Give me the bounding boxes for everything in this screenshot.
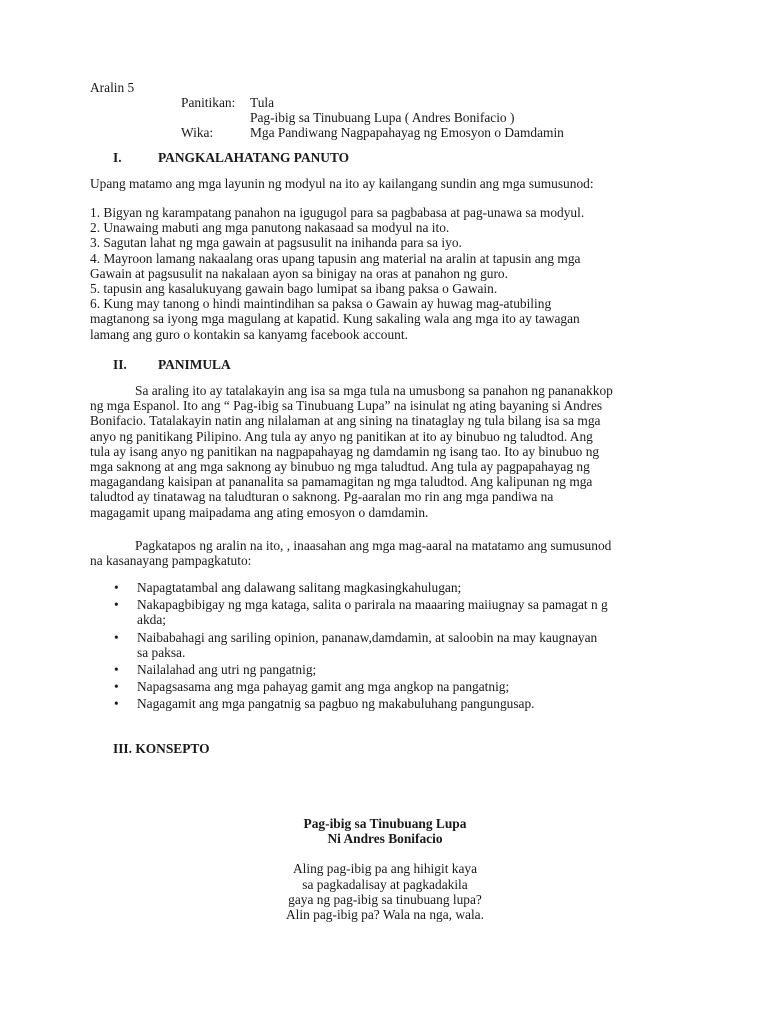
list-item: • Naibabahagi ang sariling opinion, pananaw,damdamin, at saloobin na may kaugnayan sa paksa. <box>114 629 598 660</box>
poem-line: Aling pag-ibig pa ang hihigit kaya <box>292 861 478 877</box>
paragraph-line: na kasanayang pampagkatuto: <box>90 553 252 569</box>
instructions-list <box>90 205 680 342</box>
section1-intro: Upang matamo ang mga layunin ng modyul na ito ay kailangang sundin ang mga sumusunod: <box>90 176 594 191</box>
poem-title: Pag-ibig sa Tinubuang Lupa <box>303 816 467 831</box>
bullet-icon: • <box>114 580 119 595</box>
paragraph-line: ng mga Espanol. Ito ang “ Pag-ibig sa Tinubuang Lupa” na isinulat ng ating bayaning si Andres <box>90 398 603 414</box>
instruction-line: lamang ang guro o kontakin sa kanyamg facebook account. <box>90 326 408 342</box>
paragraph-line: magagandang kaisipan at pananalita sa pamamagitan ng mga taludtod. Ang kalipunan ng mga <box>90 474 593 490</box>
bullet-icon: • <box>114 662 119 678</box>
paragraph-line: Pagkatapos ng aralin na ito, , inaasahan ang mga mag-aaral na matatamo ang sumusunod <box>135 538 612 553</box>
list-item: • Nagagamit ang mga pangatnig sa pagbuo ng makabuluhang pangungusap. <box>114 696 535 712</box>
objectives-intro-paragraph <box>90 538 680 568</box>
poem-line: sa pagkadalisay at pagkadakila <box>302 876 468 892</box>
panitikan-title: Pag-ibig sa Tinubuang Lupa ( Andres Bonifacio ) <box>250 110 515 125</box>
paragraph-line: tula ay isang anyo ng panitikan na nagpapahayag ng damdamin ng isang tao. Ito ay binubuo ng <box>90 443 600 459</box>
poem-author: Ni Andres Bonifacio <box>327 831 443 847</box>
bullet-icon: • <box>114 696 119 712</box>
instruction-line: 1. Bigyan ng karampatang panahon na igugugol para sa pagbabasa at pag-unawa sa modyul. <box>90 205 585 220</box>
section2-number: II. <box>113 357 127 372</box>
paragraph-line: magagamit upang maipadama ang ating emosyon o damdamin. <box>90 504 429 520</box>
poem-line: gaya ng pag-ibig sa tinubuang lupa? <box>288 891 482 907</box>
instruction-line: 5. tapusin ang kasalukuyang gawain bago lumipat sa ibang paksa o Gawain. <box>90 281 498 297</box>
list-item: • Nailalahad ang utri ng pangatnig; <box>114 662 317 678</box>
instruction-line: 6. Kung may tanong o hindi maintindihan sa paksa o Gawain ay huwag mag-atubiling <box>90 296 552 312</box>
list-item: • Nakapagbibigay ng mga kataga, salita o parirala na maaaring maiiugnay sa pamagat n g akda; <box>114 597 608 628</box>
bullet-icon: • <box>114 679 119 695</box>
paragraph-line: anyo ng panitikang Pilipino. Ang tula ay anyo ng panitikan at ito ay binubuo ng taludtod. Ang <box>90 428 593 444</box>
list-item: • Napagsasama ang mga pahayag gamit ang mga angkop na pangatnig; <box>114 679 510 695</box>
paragraph-line: taludtod ay tinatawag na taludturan o saknong. Pg-aaralan mo rin ang mga pandiwa na <box>90 489 554 505</box>
bullet-icon: • <box>114 597 119 613</box>
wika-label: Wika: <box>181 125 214 140</box>
section2-title: PANIMULA <box>158 357 231 372</box>
list-item: • Napagtatambal ang dalawang salitang magkasingkahulugan; <box>114 580 462 595</box>
section1-title: PANGKALAHATANG PANUTO <box>158 150 350 165</box>
instruction-line: Gawain at pagsusulit na nakalaan ayon sa binigay na oras at panahon ng guro. <box>90 265 508 281</box>
paragraph-line: mga saknong at ang mga saknong ay binubuo ng mga taludtud. Ang tula ay pagpapahayag ng <box>90 459 590 475</box>
section1-number: I. <box>113 150 122 165</box>
poem <box>180 816 590 922</box>
paragraph-line: Sa araling ito ay tatalakayin ang isa sa mga tula na umusbong sa panahon ng pananakkop <box>135 383 613 398</box>
bullet-icon: • <box>114 629 119 645</box>
instruction-line: 4. Mayroon lamang nakaalang oras upang tapusin ang material na aralin at tapusin ang mga <box>90 250 581 266</box>
lesson-label: Aralin 5 <box>90 80 135 95</box>
panitikan-label: Panitikan: <box>181 95 236 110</box>
instruction-line: magtanong sa iyong mga magulang at kapatid. Kung sakaling wala ang mga ito ay tawagan <box>90 311 580 327</box>
poem-line: Alin pag-ibig pa? Wala na nga, wala. <box>286 907 484 923</box>
paragraph-line: Bonifacio. Tatalakayin natin ang nilalaman at ang sining na tinataglay ng tula bilang isa sa mga <box>90 413 601 429</box>
instruction-line: 2. Unawaing mabuti ang mga panutong nakasaad sa modyul na ito. <box>90 220 450 236</box>
panitikan-value: Tula <box>250 95 275 110</box>
wika-value: Mga Pandiwang Nagpapahayag ng Emosyon o Damdamin <box>250 125 564 140</box>
objectives-list <box>112 580 712 712</box>
intro-paragraph <box>90 383 680 520</box>
section3-title: III. KONSEPTO <box>113 741 210 756</box>
instruction-line: 3. Sagutan lahat ng mga gawain at pagsusulit na inihanda para sa iyo. <box>90 235 462 251</box>
